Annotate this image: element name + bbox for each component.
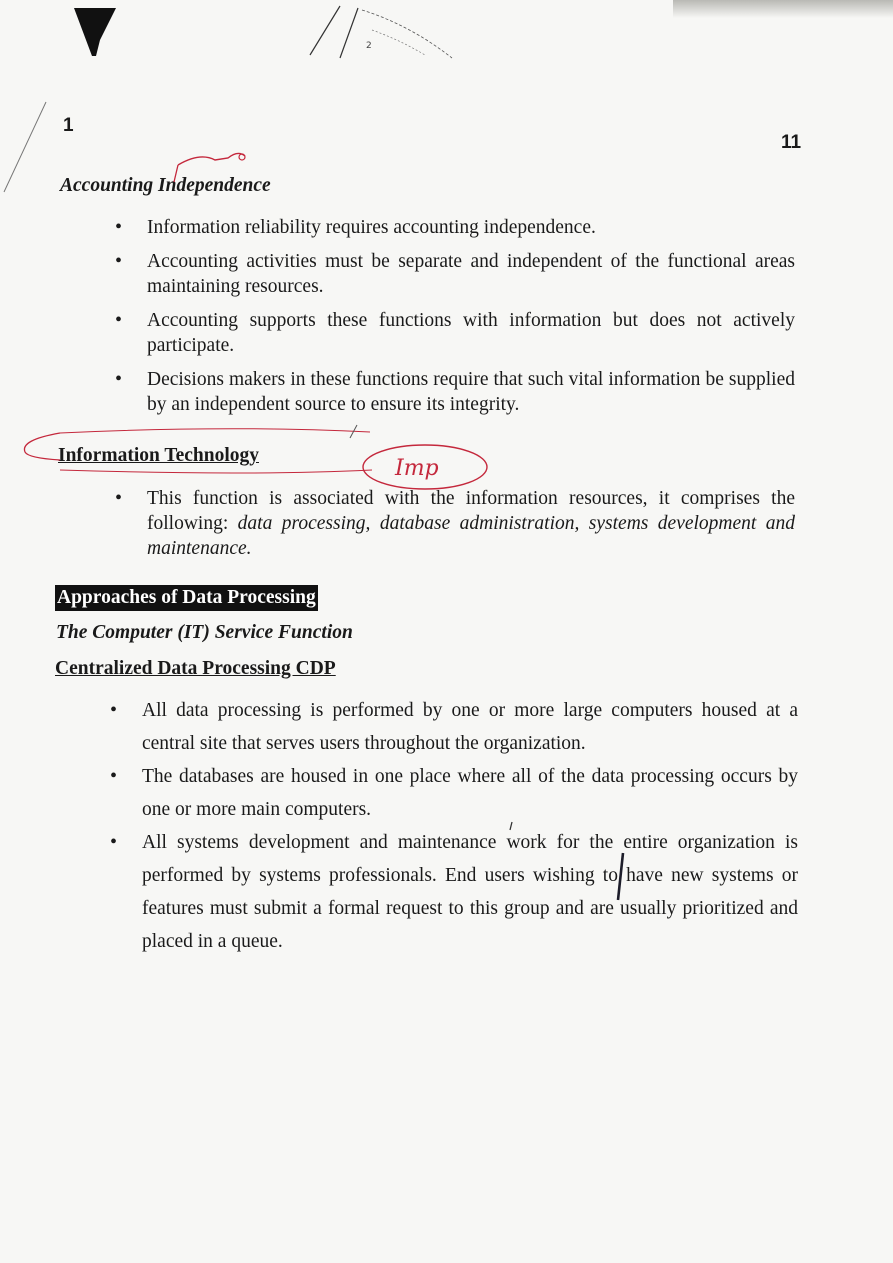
it-bullet-text: This function is associated with the information resources, it comprises the following: [147,488,795,534]
accounting-bullet-list [115,215,795,426]
margin-pencil-line [0,100,50,200]
handwritten-note: Imp [395,456,439,481]
list-item: • Decisions makers in these functions require that such vital information be supplied by an independent source to ensure its integrity. [115,367,795,417]
scan-shadow [673,0,893,18]
heading-centralized-data-processing: Centralized Data Processing CDP [55,658,336,679]
list-item: • All systems development and maintenance work for the entire organization is performed by systems professionals. End users wishing to have new systems or features must submit a formal request to this group and are usually prioritized and placed in a queue. [110,826,798,958]
page-number-left: 1 [63,115,74,136]
list-item: • Accounting supports these functions with information but does not actively participate. [115,308,795,358]
list-item: • The databases are housed in one place where all of the data processing occurs by one or more main computers. [110,760,798,826]
heading-information-technology: Information Technology [58,445,259,466]
svg-text:2: 2 [366,41,372,51]
heading-computer-service-function: The Computer (IT) Service Function [56,622,353,643]
heading-approaches-data-processing: Approaches of Data Processing [55,585,318,611]
list-item [115,486,795,561]
pen-scribble-marks [300,0,470,75]
heading-accounting-independence: Accounting Independence [60,175,271,196]
page-number: 11 [781,132,802,153]
list-item: • All data processing is performed by one or more large computers housed at a central site that serves users throughout the organization. [110,694,798,760]
it-bullet-italic-text: data processing, database administration, systems development and maintenance. [147,513,796,559]
list-item: • Information reliability requires accounting independence. [115,215,795,240]
list-item: • Accounting activities must be separate and independent of the functional areas maintaining resources. [115,249,795,299]
cdp-bullet-list [110,694,798,958]
it-bullet-list [115,486,795,570]
corner-triangle-mark [72,6,118,58]
